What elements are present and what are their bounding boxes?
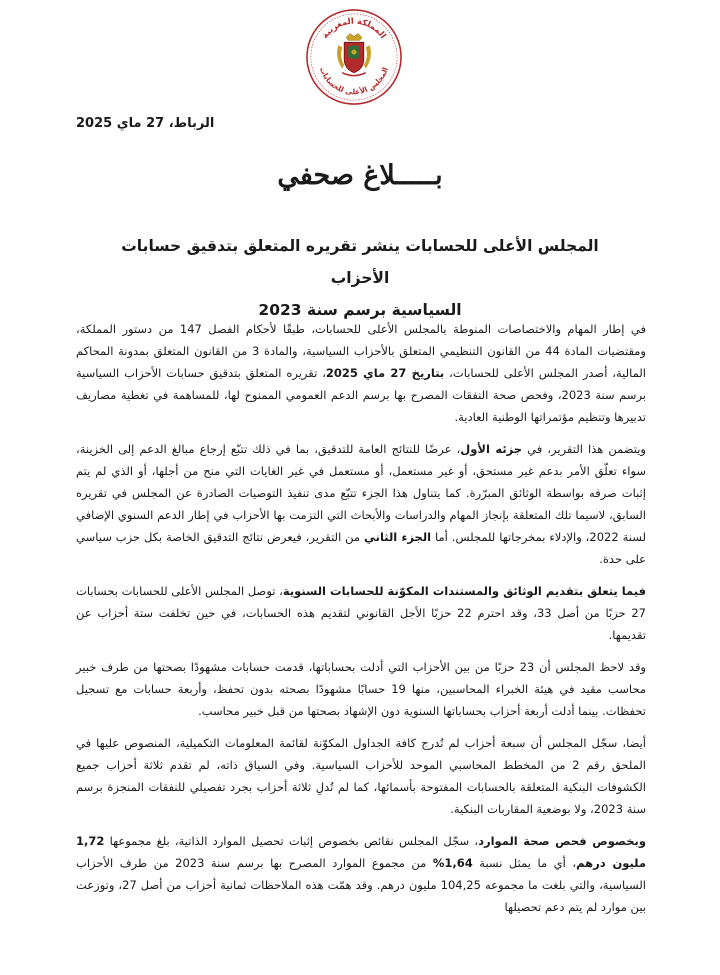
body-text bbox=[76, 318, 646, 928]
paragraph-6: وبخصوص فحص صحة الموارد، سجّل المجلس نقائص بخصوص إثبات تحصيل الموارد الذاتية، بلغ مجموعها 1,72 مليون درهم، أي ما يمثل نسبة 1,64% من مجموع الموارد المصرح بها برسم سنة 2023 من طرف الأحزاب السياسية، والتي بلغت ما مجموعه 104,25 مليون درهم. وقد همّت هذه الملاحظات ثمانية أحزاب من أصل 27، وتوزعت بين موارد لم يتم دعم تحصيلها bbox=[76, 834, 646, 914]
seal-text-top: المملكة المغربية bbox=[319, 15, 389, 41]
headline bbox=[110, 230, 610, 326]
paragraph-5: أيضا، سجّل المجلس أن سبعة أحزاب لم تُدرج كافة الجداول المكوّنة لقائمة المعلومات التكميلية، المنصوص عليها في الملحق رقم 2 من المخطط المحاسبي الموحد للأحزاب السياسية. وفي السياق ذاته، لم تقدم ثلاثة أحزاب جميع الكشوفات البنكية المتعلقة بالحسابات المفتوحة بأسمائها، كما لم تُدلِ ثلاثة أحزاب بجرد تفصيلي للنفقات المنجزة برسم سنة 2023، ولا بوضعية المقاربات البنكية. bbox=[76, 736, 646, 816]
headline-line-1: المجلس الأعلى للحسابات ينشر تقريره المتعلق بتدقيق حسابات الأحزاب bbox=[121, 237, 599, 287]
paragraph-4: وقد لاحظ المجلس أن 23 حزبًا من بين الأحزاب التي أدلت بحساباتها، قدمت حسابات مشهودًا بصحتها من طرف خبير محاسب مقيد في هيئة الخبراء المحاسبين، منها 19 حسابًا مشهودًا بصحته بدون تحفظ، وأربعة حسابات مع تسجيل تحفظات. بينما أدلت أربعة أحزاب بحساباتها السنوية دون الإشهاد بصحتها من قبل خبير محاسب. bbox=[76, 660, 646, 718]
paragraph-3: فيما يتعلق بتقديم الوثائق والمستندات المكوّنة للحسابات السنوية، توصل المجلس الأعلى للحسابات بحسابات 27 حزبًا من أصل 33، وقد احترم 22 حزبًا الأجل القانوني لتقديم هذه الحسابات، في حين تخلفت ستة أحزاب عن تقديمها. bbox=[76, 584, 646, 642]
seal-graphic bbox=[305, 8, 403, 106]
paragraph-1: في إطار المهام والاختصاصات المنوطة بالمجلس الأعلى للحسابات، طبقًا لأحكام الفصل 147 من دستور المملكة، ومقتضيات المادة 44 من القانون التنظيمي المتعلق بالأحزاب السياسية، والمادة 3 من القانون المتعلق بمدونة المحاكم المالية، أصدر المجلس الأعلى للحسابات، بتاريخ 27 ماي 2025، تقريره المتعلق بتدقيق حسابات الأحزاب السياسية برسم سنة 2023، وفحص صحة النفقات المصرح بها برسم الدعم العمومي الممنوح لها، للمساهمة في تغطية مصاريف تدبيرها وتنظيم مؤتمراتها الوطنية العادية. bbox=[76, 322, 646, 424]
royal-seal-icon bbox=[305, 8, 403, 106]
headline-line-2: السياسية برسم سنة 2023 bbox=[258, 301, 462, 319]
press-release-date: الرباط، 27 ماي 2025 bbox=[76, 116, 215, 131]
press-release-title: بـــــلاغ صحفي bbox=[277, 160, 443, 191]
seal-text-bottom: المجلس الأعلى للحسابات bbox=[317, 65, 390, 97]
paragraph-2: ويتضمن هذا التقرير، في جزئه الأول، عرضًا للنتائج العامة للتدقيق، بما في ذلك تتبّع إرجاع مبالغ الدعم إلى الخزينة، سواء تعلّق الأمر بدعم غير مستحق، أو غير مستعمل، أو مستعمل في غير الغايات التي منح من أجلها، أو الذي لم يتم إثبات صرفه بواسطة الوثائق المبرّرة. كما يتناول هذا الجزء تتبّع مدى تنفيذ التوصيات الصادرة عن المجلس في تقريره السابق، لاسيما تلك المتعلقة بإنجاز المهام والدراسات والأبحاث التي التزمت بها الأحزاب في إطار الدعم السنوي الإضافي لسنة 2022، والإدلاء بمخرجاتها للمجلس. أما الجزء الثاني من التقرير، فيعرض نتائج التدقيق الخاصة بكل حزب سياسي على حدة. bbox=[76, 442, 646, 566]
